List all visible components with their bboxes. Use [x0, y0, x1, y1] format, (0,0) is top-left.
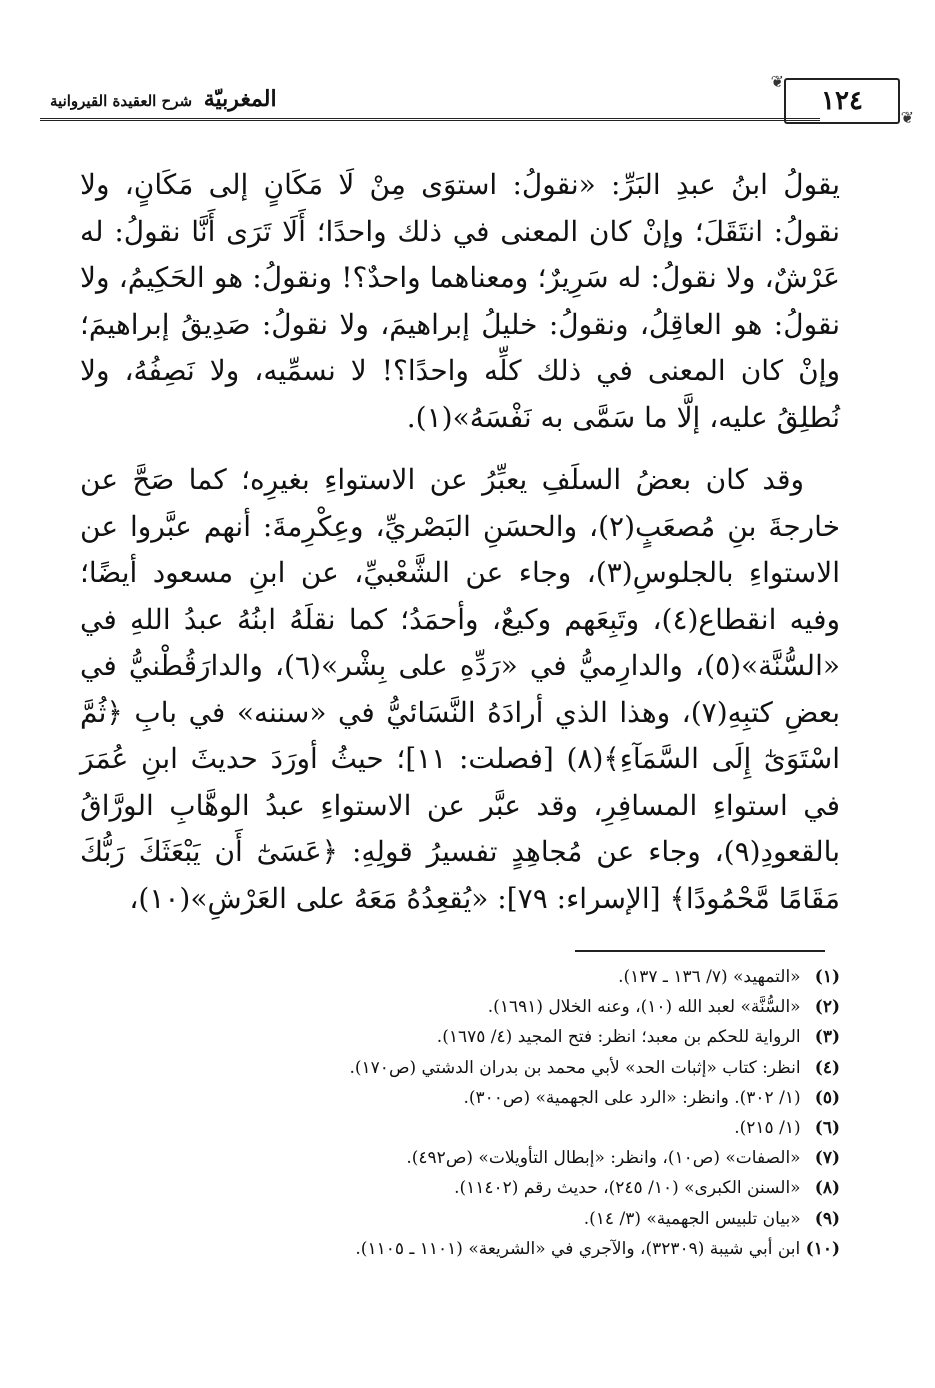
footnote-number: (١٠): [805, 1238, 840, 1259]
footnote: [100, 1053, 840, 1083]
footnote-number: (١): [814, 967, 840, 987]
footnote-number: (٧): [814, 1148, 840, 1169]
running-title: [50, 86, 277, 112]
footnote-text: ابن أبي شيبة (٣٢٣٠٩)، والآجري في «الشريعة» (١١٠١ ـ ١١٠٥).: [355, 1238, 801, 1259]
footnote-text: «السُّنَّة» لعبد الله (١٠)، وعنه الخلال (١٦٩١).: [487, 997, 801, 1018]
footnote-text: انظر: كتاب «إثبات الحد» لأبي محمد بن بدران الدشتي (ص١٧٠).: [349, 1057, 801, 1078]
footnote-text: (١/ ٢١٥).: [734, 1118, 801, 1139]
footnote: [100, 1083, 840, 1113]
footnote: [100, 1022, 840, 1052]
paragraph: يقولُ ابنُ عبدِ البَرِّ: «نقولُ: استوَى مِنْ لَا مَكَانٍ إلى مَكَانٍ، ولا نقولُ: انتَقَلَ؛ وإنْ كان المعنى في ذلك واحدًا؛ أَلَا تَرَى أَنَّا نقولُ: له عَرْشٌ، ولا نقولُ: له سَرِيرٌ؛ ومعناهما واحدٌ؟! ونقولُ: هو الحَكِيمُ، ولا نقولُ: هو العاقِلُ، ونقولُ: خليلُ إبراهيمَ، ولا نقولُ: صَدِيقُ إبراهيمَ؛ وإنْ كان المعنى في ذلك كلِّه واحدًا؟! لا نسمِّيه، ولا نَصِفُهُ، ولا نُطلِقُ عليه، إلَّا ما سَمَّى به نَفْسَهُ»(١).: [80, 168, 841, 434]
footnote: [100, 1234, 840, 1264]
footnote-number: (٥): [814, 1087, 840, 1108]
footnote-separator: [575, 950, 825, 952]
page-number: ١٢٤: [821, 86, 863, 116]
page-header: [40, 72, 914, 138]
footnote-text: (١/ ٣٠٢). وانظر: «الرد على الجهمية» (ص٣٠٠).: [463, 1087, 801, 1108]
footnote: [100, 1113, 840, 1143]
footnote-number: (٢): [814, 997, 840, 1018]
running-title-sub: شرح العقيدة القيروانية: [50, 92, 193, 110]
footnote-text: «التمهيد» (٧/ ١٣٦ ـ ١٣٧).: [618, 967, 801, 987]
page-number-box: [784, 78, 900, 124]
footnote: [100, 992, 840, 1022]
paragraph: وقد كان بعضُ السلَفِ يعبِّرُ عن الاستواءِ بغيرِه؛ كما صَحَّ عن خارجةَ بنِ مُصعَبٍ(٢)، والحسَنِ البَصْريِّ، وعِكْرِمةَ: أنهم عبَّروا عن الاستواءِ بالجلوسِ(٣)، وجاء عن الشَّعْبيِّ، عن ابنِ مسعود أيضًا؛ وفيه انقطاع(٤)، وتَبِعَهم وكيعٌ، وأحمَدُ؛ كما نقلَهُ ابنُهُ عبدُ اللهِ في «السُّنَّة»(٥)، والدارِميُّ في «رَدِّهِ على بِشْر»(٦)، والدارَقُطْنيُّ في بعضِ كتبِهِ(٧)، وهذا الذي أرادَهُ النَّسَائيُّ في «سننه» في بابِ ﴿ثُمَّ اسْتَوَىٰٓ إِلَى السَّمَآءِ﴾(٨) [فصلت: ١١]؛ حيثُ أورَدَ حديثَ ابنِ عُمَرَ في استواءِ المسافِرِ، وقد عبَّر عن الاستواءِ عبدُ الوهَّابِ الورَّاقُ بالقعودِ(٩)، وجاء عن مُجاهِدٍ تفسيرُ قولِهِ: ﴿عَسَىٰٓ أَن يَبْعَثَكَ رَبُّكَ مَقَامًا مَّحْمُودًا﴾ [الإسراء: ٧٩]: «يُقعِدُهُ مَعَهُ على العَرْشِ»(١٠)،: [80, 463, 841, 915]
footnote: [100, 962, 840, 992]
header-rule: [40, 118, 820, 121]
footnote: [100, 1204, 840, 1234]
running-title-main: المغربيّة: [203, 86, 277, 112]
footnote-number: (٨): [814, 1178, 840, 1199]
footnote-text: الرواية للحكم بن معبد؛ انظر: فتح المجيد (٤/ ١٦٧٥).: [436, 1027, 801, 1048]
ornament-icon: ❦: [770, 72, 784, 91]
footnotes: [100, 962, 840, 1264]
ornament-icon: ❦: [900, 108, 914, 127]
footnote-number: (٣): [814, 1027, 840, 1048]
footnote-text: «السنن الكبرى» (١٠/ ٢٤٥)، حديث رقم (١١٤٠٢).: [454, 1178, 801, 1199]
footnote: [100, 1173, 840, 1203]
footnote: [100, 1143, 840, 1173]
footnote-number: (٤): [814, 1057, 840, 1078]
footnote-text: «الصفات» (ص١٠)، وانظر: «إبطال التأويلات» (ص٤٩٢).: [406, 1148, 801, 1169]
footnote-number: (٦): [814, 1118, 840, 1139]
footnote-number: (٩): [814, 1208, 840, 1229]
footnote-text: «بيان تلبيس الجهمية» (٣/ ١٤).: [583, 1208, 801, 1229]
main-text: [80, 162, 840, 938]
